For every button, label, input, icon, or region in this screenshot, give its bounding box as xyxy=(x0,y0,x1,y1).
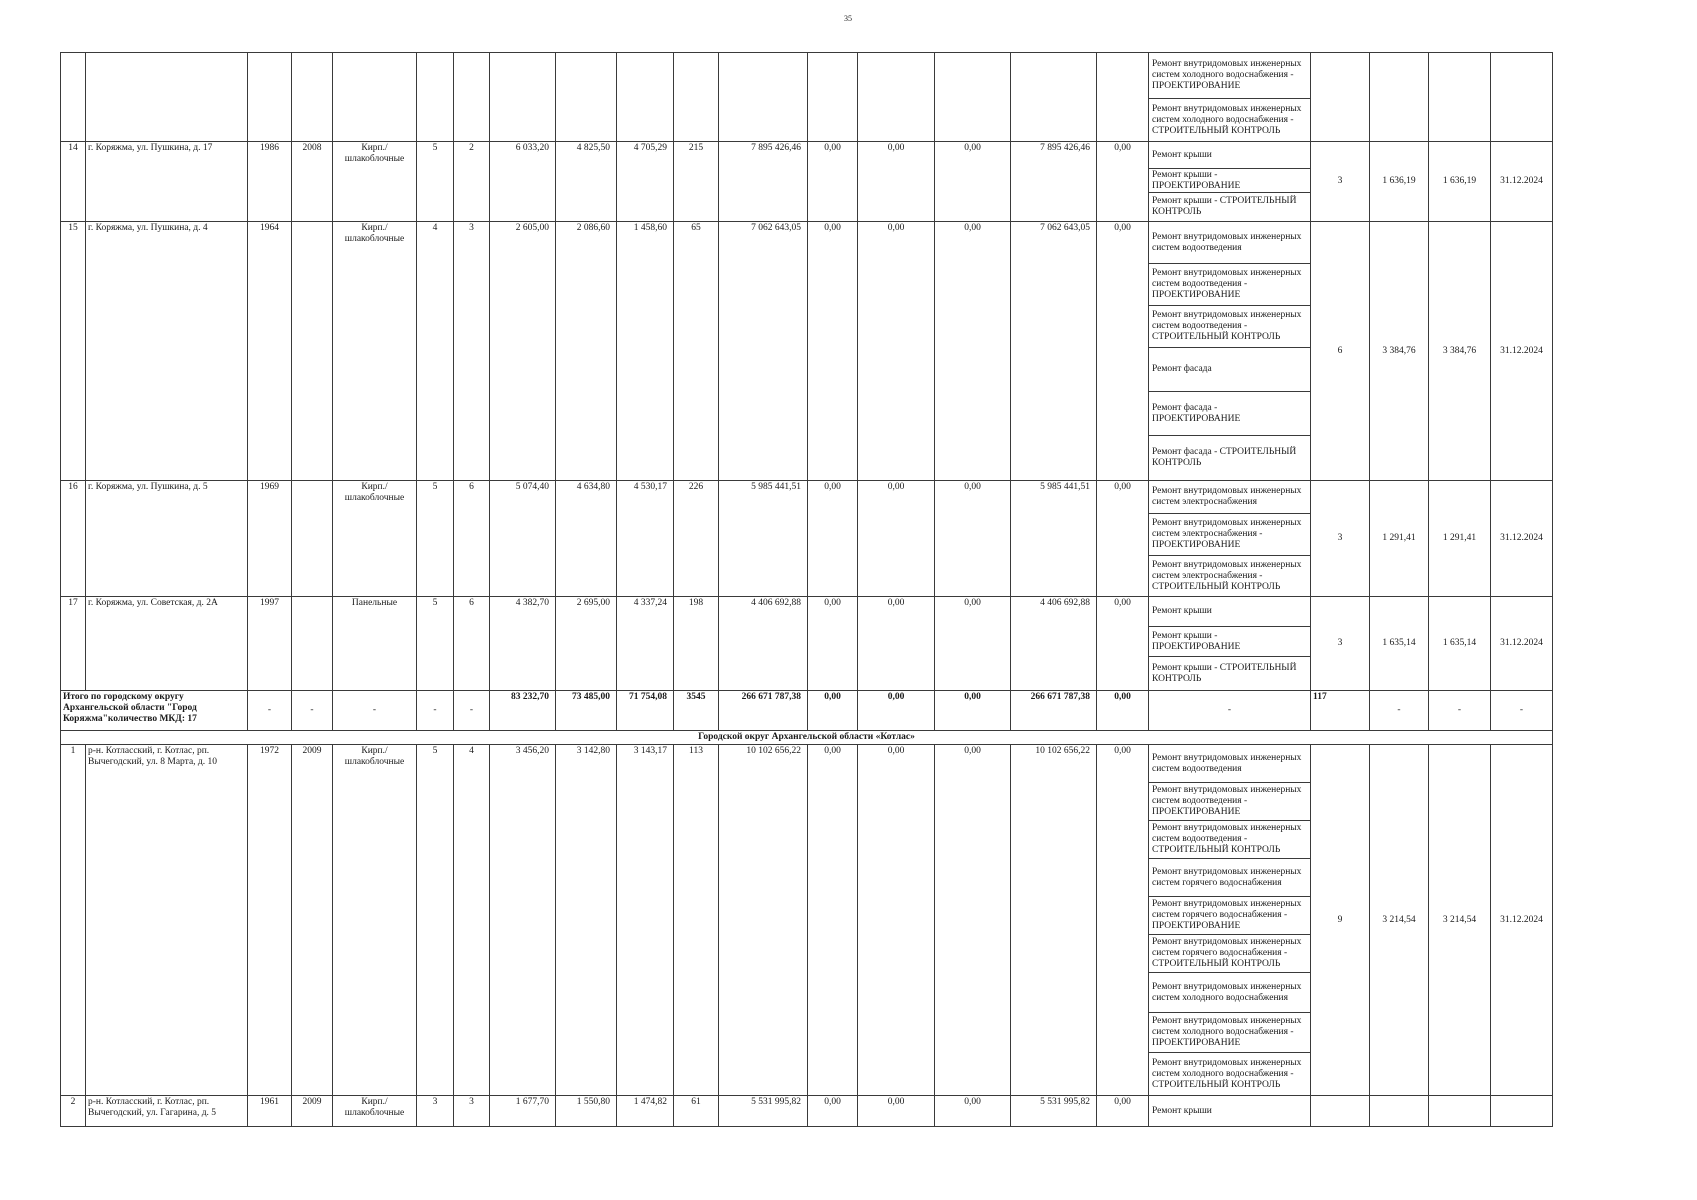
section-heading-row xyxy=(61,731,1553,745)
residents: 65 xyxy=(674,222,719,481)
work-item: Ремонт внутридомовых инженерных систем горячего водоснабжения xyxy=(1149,859,1310,897)
fund-c: 0,00 xyxy=(935,1096,1011,1127)
year-repair xyxy=(292,597,333,691)
fund-c: 0,00 xyxy=(935,745,1011,1096)
residents: 198 xyxy=(674,597,719,691)
total-fund-a: 0,00 xyxy=(808,691,858,731)
work-item: Ремонт крыши xyxy=(1152,1105,1212,1116)
floors: 3 xyxy=(417,1096,454,1127)
entrances: 4 xyxy=(454,745,490,1096)
fund-b: 0,00 xyxy=(858,1096,935,1127)
works-cell xyxy=(1149,142,1311,222)
works-count: 3 xyxy=(1311,481,1370,597)
deadline: 31.12.2024 xyxy=(1491,222,1553,481)
cost-total: 7 062 643,05 xyxy=(719,222,808,481)
entrances: 3 xyxy=(454,1096,490,1127)
area-living: 4 634,80 xyxy=(556,481,617,597)
area-total: 6 033,20 xyxy=(490,142,556,222)
fund-c: 0,00 xyxy=(935,597,1011,691)
unit-cost: 1 291,41 xyxy=(1370,481,1429,597)
unit-cost: 3 384,76 xyxy=(1370,222,1429,481)
works-cell xyxy=(1149,597,1311,691)
fund-a: 0,00 xyxy=(808,597,858,691)
total-fund-owners: 266 671 787,38 xyxy=(1011,691,1097,731)
deadline: 31.12.2024 xyxy=(1491,597,1553,691)
fund-a: 0,00 xyxy=(808,1096,858,1127)
total-dash: - xyxy=(1370,691,1429,731)
cost-total: 5 531 995,82 xyxy=(719,1096,808,1127)
max-cost: 1 291,41 xyxy=(1429,481,1491,597)
works-cell xyxy=(1149,745,1311,1096)
table-row xyxy=(61,222,1553,481)
fund-owners: 10 102 656,22 xyxy=(1011,745,1097,1096)
address: г. Коряжма, ул. Пушкина, д. 4 xyxy=(86,222,248,481)
max-cost: 3 214,54 xyxy=(1429,745,1491,1096)
work-item: Ремонт внутридомовых инженерных систем холодного водоснабжения - ПРОЕКТИРОВАНИЕ xyxy=(1149,1013,1310,1053)
fund-a: 0,00 xyxy=(808,745,858,1096)
floors: 5 xyxy=(417,745,454,1096)
entrances: 3 xyxy=(454,222,490,481)
fund-owners: 7 062 643,05 xyxy=(1011,222,1097,481)
fund-c: 0,00 xyxy=(935,142,1011,222)
work-item: Ремонт внутридомовых инженерных систем холодного водоснабжения - ПРОЕКТИРОВАНИЕ xyxy=(1149,53,1310,99)
address: г. Коряжма, ул. Пушкина, д. 5 xyxy=(86,481,248,597)
fund-other: 0,00 xyxy=(1097,1096,1149,1127)
work-item: Ремонт крыши - ПРОЕКТИРОВАНИЕ xyxy=(1149,169,1310,193)
area-total: 4 382,70 xyxy=(490,597,556,691)
area-owned: 4 705,29 xyxy=(617,142,674,222)
wall-material: Кирп./ шлакоблочные xyxy=(333,1096,417,1127)
year-built: 1964 xyxy=(248,222,292,481)
address: г. Коряжма, ул. Советская, д. 2А xyxy=(86,597,248,691)
work-item: Ремонт внутридомовых инженерных систем электроснабжения xyxy=(1149,481,1310,514)
fund-c: 0,00 xyxy=(935,222,1011,481)
area-total: 5 074,40 xyxy=(490,481,556,597)
row-number: 16 xyxy=(61,481,86,597)
unit-cost: 3 214,54 xyxy=(1370,745,1429,1096)
area-living: 4 825,50 xyxy=(556,142,617,222)
fund-other: 0,00 xyxy=(1097,142,1149,222)
work-item: Ремонт внутридомовых инженерных систем холодного водоснабжения - СТРОИТЕЛЬНЫЙ КОНТРОЛЬ xyxy=(1152,103,1302,136)
fund-b: 0,00 xyxy=(858,142,935,222)
work-item: Ремонт внутридомовых инженерных систем горячего водоснабжения - СТРОИТЕЛЬНЫЙ КОНТРОЛЬ xyxy=(1149,935,1310,973)
continuation-row xyxy=(61,53,1553,142)
works-count: 9 xyxy=(1311,745,1370,1096)
fund-owners: 5 531 995,82 xyxy=(1011,1096,1097,1127)
year-repair xyxy=(292,222,333,481)
area-living: 2 086,60 xyxy=(556,222,617,481)
total-fund-b: 0,00 xyxy=(858,691,935,731)
total-area-total: 83 232,70 xyxy=(490,691,556,731)
year-built: 1986 xyxy=(248,142,292,222)
year-built: 1961 xyxy=(248,1096,292,1127)
works-cell xyxy=(1149,1096,1311,1127)
fund-owners: 4 406 692,88 xyxy=(1011,597,1097,691)
area-living: 1 550,80 xyxy=(556,1096,617,1127)
work-item: Ремонт фасада - ПРОЕКТИРОВАНИЕ xyxy=(1149,392,1310,436)
entrances: 6 xyxy=(454,597,490,691)
row-number: 15 xyxy=(61,222,86,481)
fund-b: 0,00 xyxy=(858,222,935,481)
work-item: Ремонт внутридомовых инженерных систем водоотведения - ПРОЕКТИРОВАНИЕ xyxy=(1149,264,1310,306)
wall-material: Кирп./ шлакоблочные xyxy=(333,745,417,1096)
table-row xyxy=(61,597,1553,691)
area-owned: 3 143,17 xyxy=(617,745,674,1096)
work-item: Ремонт крыши - СТРОИТЕЛЬНЫЙ КОНТРОЛЬ xyxy=(1152,662,1297,684)
total-residents: 3545 xyxy=(674,691,719,731)
max-cost: 1 635,14 xyxy=(1429,597,1491,691)
year-repair xyxy=(292,481,333,597)
total-dash: - xyxy=(248,691,292,731)
total-fund-other: 0,00 xyxy=(1097,691,1149,731)
row-number: 1 xyxy=(61,745,86,1096)
total-dash: - xyxy=(292,691,333,731)
wall-material: Кирп./ шлакоблочные xyxy=(333,222,417,481)
work-item: Ремонт крыши - СТРОИТЕЛЬНЫЙ КОНТРОЛЬ xyxy=(1152,196,1297,217)
residents: 226 xyxy=(674,481,719,597)
area-owned: 1 458,60 xyxy=(617,222,674,481)
area-owned: 1 474,82 xyxy=(617,1096,674,1127)
works-count: 6 xyxy=(1311,222,1370,481)
fund-owners: 7 895 426,46 xyxy=(1011,142,1097,222)
fund-a: 0,00 xyxy=(808,481,858,597)
entrances: 2 xyxy=(454,142,490,222)
capital-repair-register-table xyxy=(60,52,1553,1127)
total-row xyxy=(61,691,1553,731)
total-cost: 266 671 787,38 xyxy=(719,691,808,731)
unit-cost: 1 635,14 xyxy=(1370,597,1429,691)
works-count: 3 xyxy=(1311,142,1370,222)
max-cost: 1 636,19 xyxy=(1429,142,1491,222)
cost-total: 5 985 441,51 xyxy=(719,481,808,597)
fund-other: 0,00 xyxy=(1097,745,1149,1096)
work-item: Ремонт крыши xyxy=(1149,142,1310,169)
table-row xyxy=(61,481,1553,597)
work-item: Ремонт внутридомовых инженерных систем водоотведения xyxy=(1149,745,1310,783)
fund-a: 0,00 xyxy=(808,142,858,222)
total-fund-c: 0,00 xyxy=(935,691,1011,731)
work-item: Ремонт внутридомовых инженерных систем электроснабжения - ПРОЕКТИРОВАНИЕ xyxy=(1149,514,1310,556)
table-row xyxy=(61,745,1553,1096)
year-built: 1969 xyxy=(248,481,292,597)
total-dash: - xyxy=(417,691,454,731)
floors: 5 xyxy=(417,142,454,222)
table-row xyxy=(61,142,1553,222)
address: р-н. Котласский, г. Котлас, рп. Вычегодский, ул. 8 Марта, д. 10 xyxy=(86,745,248,1096)
table-row xyxy=(61,1096,1553,1127)
works-cell xyxy=(1149,481,1311,597)
total-dash: - xyxy=(1429,691,1491,731)
residents: 113 xyxy=(674,745,719,1096)
entrances: 6 xyxy=(454,481,490,597)
total-label: Итого по городскому округу Архангельской области "Город Коряжма"количество МКД: 17 xyxy=(61,691,248,731)
total-dash: - xyxy=(1491,691,1553,731)
work-item: Ремонт внутридомовых инженерных систем водоотведения - СТРОИТЕЛЬНЫЙ КОНТРОЛЬ xyxy=(1149,821,1310,859)
work-item: Ремонт внутридомовых инженерных систем водоотведения xyxy=(1149,222,1310,264)
works-cell xyxy=(1149,53,1311,142)
area-total: 1 677,70 xyxy=(490,1096,556,1127)
area-owned: 4 337,24 xyxy=(617,597,674,691)
cost-total: 4 406 692,88 xyxy=(719,597,808,691)
fund-b: 0,00 xyxy=(858,745,935,1096)
area-owned: 4 530,17 xyxy=(617,481,674,597)
area-total: 2 605,00 xyxy=(490,222,556,481)
floors: 4 xyxy=(417,222,454,481)
residents: 61 xyxy=(674,1096,719,1127)
page-number: 35 xyxy=(844,14,852,23)
cost-total: 10 102 656,22 xyxy=(719,745,808,1096)
total-dash: - xyxy=(1149,691,1311,731)
year-repair: 2009 xyxy=(292,745,333,1096)
work-item: Ремонт внутридомовых инженерных систем электроснабжения - СТРОИТЕЛЬНЫЙ КОНТРОЛЬ xyxy=(1152,559,1302,592)
address: г. Коряжма, ул. Пушкина, д. 17 xyxy=(86,142,248,222)
total-dash: - xyxy=(333,691,417,731)
work-item: Ремонт внутридомовых инженерных систем горячего водоснабжения - ПРОЕКТИРОВАНИЕ xyxy=(1149,897,1310,935)
work-item: Ремонт крыши - ПРОЕКТИРОВАНИЕ xyxy=(1149,627,1310,657)
cost-total: 7 895 426,46 xyxy=(719,142,808,222)
area-living: 3 142,80 xyxy=(556,745,617,1096)
area-total: 3 456,20 xyxy=(490,745,556,1096)
fund-other: 0,00 xyxy=(1097,222,1149,481)
address: р-н. Котласский, г. Котлас, рп. Вычегодский, ул. Гагарина, д. 5 xyxy=(86,1096,248,1127)
year-built: 1972 xyxy=(248,745,292,1096)
work-item: Ремонт внутридомовых инженерных систем холодного водоснабжения - СТРОИТЕЛЬНЫЙ КОНТРОЛЬ xyxy=(1152,1057,1302,1090)
fund-other: 0,00 xyxy=(1097,481,1149,597)
fund-a: 0,00 xyxy=(808,222,858,481)
floors: 5 xyxy=(417,597,454,691)
fund-b: 0,00 xyxy=(858,597,935,691)
row-number: 2 xyxy=(61,1096,86,1127)
max-cost: 3 384,76 xyxy=(1429,222,1491,481)
total-works-count: 117 xyxy=(1311,691,1370,731)
year-repair: 2008 xyxy=(292,142,333,222)
residents: 215 xyxy=(674,142,719,222)
total-area-owned: 71 754,08 xyxy=(617,691,674,731)
work-item: Ремонт внутридомовых инженерных систем водоотведения - СТРОИТЕЛЬНЫЙ КОНТРОЛЬ xyxy=(1149,306,1310,348)
wall-material: Кирп./ шлакоблочные xyxy=(333,481,417,597)
work-item: Ремонт внутридомовых инженерных систем водоотведения - ПРОЕКТИРОВАНИЕ xyxy=(1149,783,1310,821)
row-number: 17 xyxy=(61,597,86,691)
year-repair: 2009 xyxy=(292,1096,333,1127)
works-count: 3 xyxy=(1311,597,1370,691)
total-area-living: 73 485,00 xyxy=(556,691,617,731)
fund-owners: 5 985 441,51 xyxy=(1011,481,1097,597)
year-built: 1997 xyxy=(248,597,292,691)
work-item: Ремонт внутридомовых инженерных систем холодного водоснабжения xyxy=(1149,973,1310,1013)
deadline: 31.12.2024 xyxy=(1491,481,1553,597)
deadline: 31.12.2024 xyxy=(1491,745,1553,1096)
unit-cost: 1 636,19 xyxy=(1370,142,1429,222)
row-number: 14 xyxy=(61,142,86,222)
floors: 5 xyxy=(417,481,454,597)
fund-b: 0,00 xyxy=(858,481,935,597)
fund-other: 0,00 xyxy=(1097,597,1149,691)
area-living: 2 695,00 xyxy=(556,597,617,691)
deadline: 31.12.2024 xyxy=(1491,142,1553,222)
wall-material: Кирп./ шлакоблочные xyxy=(333,142,417,222)
total-dash: - xyxy=(454,691,490,731)
work-item: Ремонт фасада - СТРОИТЕЛЬНЫЙ КОНТРОЛЬ xyxy=(1152,447,1297,468)
fund-c: 0,00 xyxy=(935,481,1011,597)
work-item: Ремонт фасада xyxy=(1149,348,1310,392)
work-item: Ремонт крыши xyxy=(1149,597,1310,627)
works-cell xyxy=(1149,222,1311,481)
wall-material: Панельные xyxy=(333,597,417,691)
section-title: Городской округ Архангельской области «Котлас» xyxy=(61,731,1553,745)
